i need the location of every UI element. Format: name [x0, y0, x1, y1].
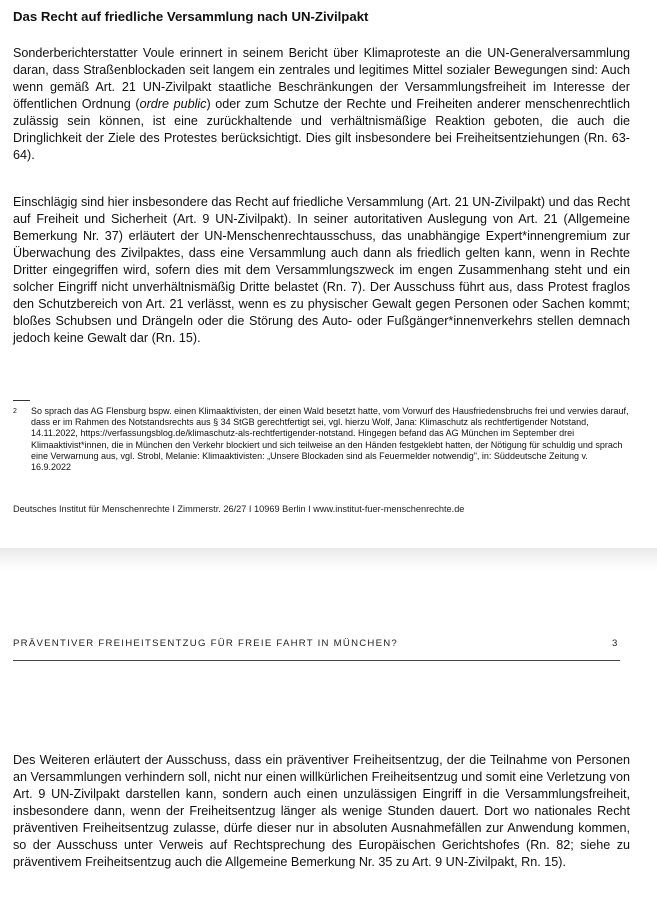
footnote-divider	[13, 400, 30, 401]
page-footer: Deutsches Institut für Menschenrechte I Zimmerstr. 26/27 I 10969 Berlin I www.institut-fuer-menschenrechte.de	[13, 504, 465, 514]
paragraph-text: Sonderberichterstatter Voule erinnert in seinem Bericht über Klimaproteste an die UN-Generalversammlung daran, dass Straßenblockaden seit langem ein zentrales und legitimes Mittel sozialer Bewegungen sind: Auch wenn gemäß Art. 21 UN-Zivilpakt staatliche Beschränkungen der Versammlungsfreiheit im Interesse der öffentlichen Ordnung (	[13, 46, 630, 111]
running-header: PRÄVENTIVER FREIHEITSENTZUG FÜR FREIE FAHRT IN MÜNCHEN?	[13, 638, 399, 649]
footnote-number: 2	[13, 408, 17, 415]
page-break	[0, 548, 657, 572]
footnote-text: So sprach das AG Flensburg bspw. einen Klimaaktivisten, der einen Wald besetzt hatte, vom Vorwurf des Hausfriedensbruchs frei und verwies darauf, dass er im Rahmen des Notstandsrechts aus § 34 StGB gerechtfertigt sei, vgl. hierzu Wolf, Jana: Klimaschutz als rechtfertigender Notstand, 14.11.2022, https://verfassungsblog.de/klimaschutz-als-rechtfertigender-notstand. Hingegen befand das AG München im September drei Klimaaktivist*innen, die in München den Verkehr blockiert und sich teilweise an den Händen festgeklebt hatten, der Nötigung für schuldig und sprach eine Verwarnung aus, vgl. Strobl, Melanie: Klimaaktivisten: „Unsere Blockaden sind als Feuermelder notwendig", in: Süddeutsche Zeitung v. 16.9.2022	[31, 406, 629, 473]
paragraph-text: ) oder zum Schutze der Rechte und Freiheiten anderer menschenrechtlich zulässig sein können, ist eine zurückhaltende und verhältnismäßige Reaktion geboten, die auch die Dringlichkeit der Ziele des Protestes berücksichtigt. Dies gilt insbesondere bei Freiheitsentziehungen (Rn. 63-64).	[13, 97, 631, 162]
page-number: 3	[612, 638, 618, 649]
section-heading: Das Recht auf friedliche Versammlung nach UN-Zivilpakt	[13, 9, 369, 24]
paragraph-preventive-detention: Des Weiteren erläutert der Ausschuss, dass ein präventiver Freiheitsentzug, der die Teilnahme von Personen an Versammlungen verhindern soll, nicht nur einen willkürlichen Freiheitsentzug und somit eine Verletzung von Art. 9 UN-Zivilpakt darstellen kann, sondern auch einen unzulässigen Eingriff in die Versammlungsfreiheit, insbesondere dann, wenn der Freiheitsentzug länger als wenige Stunden dauert. Dort wo nationales Recht präventiven Freiheitsentzug zulasse, dürfe dieser nur in absoluten Ausnahmefällen zur Anwendung kommen, so der Ausschuss unter Verweis auf Rechtsprechung des Europäischen Gerichtshofes (Rn. 82; siehe zu präventivem Freiheitsentzug auch die Allgemeine Bemerkung Nr. 35 zu Art. 9 UN-Zivilpakt, Rn. 15).	[13, 753, 630, 869]
paragraph-relevant-rights: Einschlägig sind hier insbesondere das Recht auf friedliche Versammlung (Art. 21 UN-Zivilpakt) und das Recht auf Freiheit und Sicherheit (Art. 9 UN-Zivilpakt). In seiner autoritativen Auslegung von Art. 21 (Allgemeine Bemerkung Nr. 37) erläutert der UN-Menschenrechtausschuss, das unabhängige Expert*innengremium zur Überwachung des Zivilpaktes, dass eine Versammlung auch dann als friedlich gelten kann, wenn in Rechte Dritter eingegriffen wird, sofern dies mit dem Versammlungszweck im engen Zusammenhang steht und ein solcher Eingriff nicht unverhältnismäßig Dritte belastet (Rn. 7). Der Ausschuss führt aus, dass Protest fraglos den Schutzbereich von Art. 21 verlässt, wenn es zu physischer Gewalt gegen Personen oder Sachen kommt; bloßes Schubsen und Drängeln oder die Störung des Auto- oder Fußgänger*innenverkehrs stellen demnach jedoch keine Gewalt dar (Rn. 15).	[13, 195, 630, 345]
footnote	[13, 406, 630, 473]
header-divider	[13, 660, 620, 661]
document-page-2	[0, 572, 657, 906]
italic-term: ordre public	[139, 97, 207, 111]
paragraph-special-rapporteur	[13, 45, 630, 164]
